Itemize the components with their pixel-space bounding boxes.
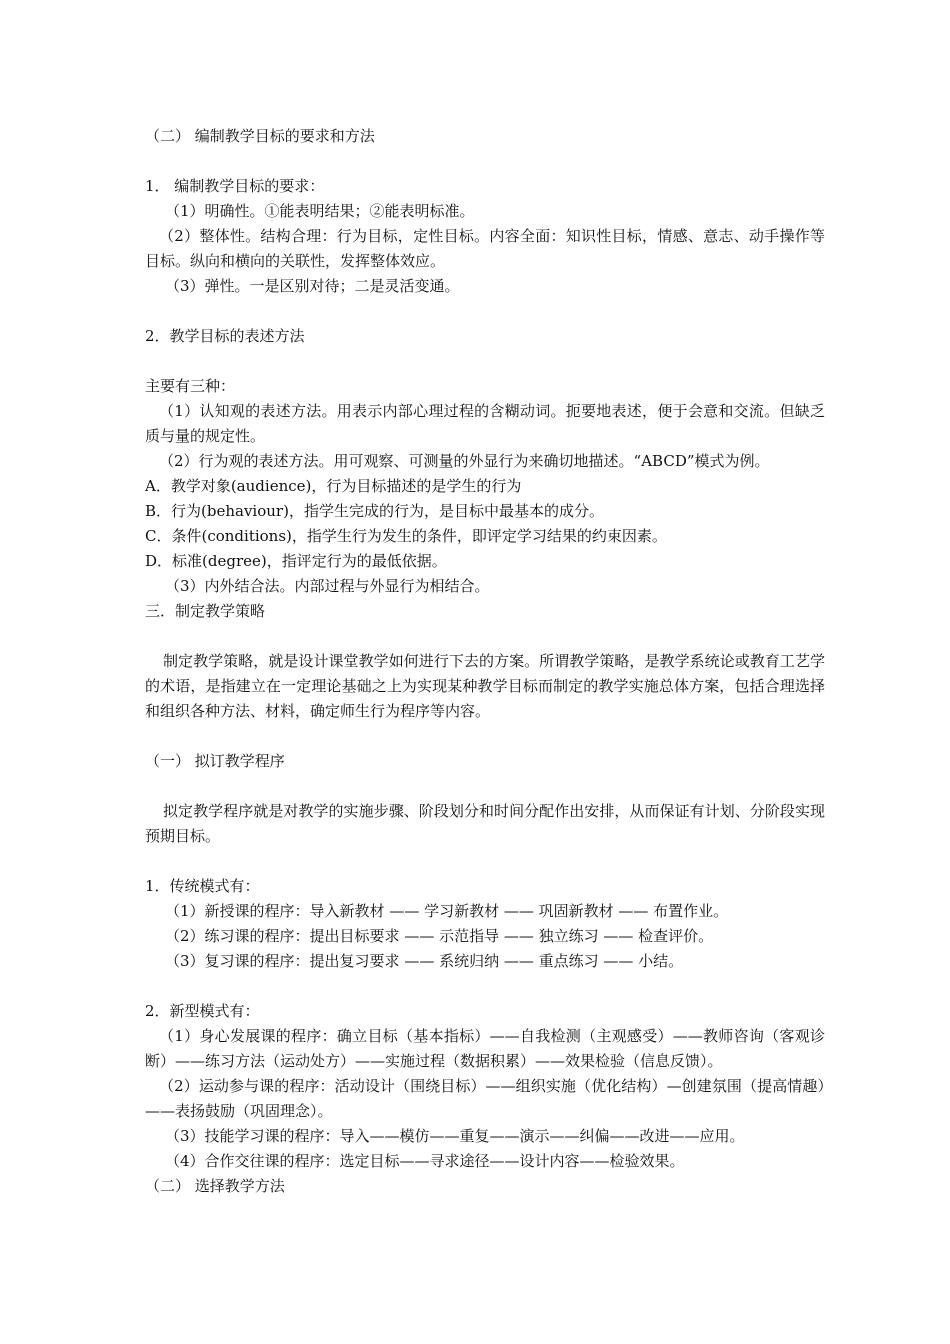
paragraph: 1． 编制教学目标的要求： [145, 177, 325, 195]
paragraph: A．教学对象(audience)，行为目标描述的是学生的行为 [145, 477, 522, 495]
paragraph: 2．新型模式有： [145, 1002, 260, 1020]
paragraph: （1）新授课的程序：导入新教材 —— 学习新教材 —— 巩固新教材 —— 布置作业。 [165, 902, 729, 920]
paragraph: （4）合作交往课的程序：选定目标——寻求途径——设计内容——检验效果。 [165, 1152, 685, 1170]
paragraph: 主要有三种： [145, 377, 236, 395]
paragraph: 拟定教学程序就是对教学的实施步骤、阶段划分和时间分配作出安排，从而保证有计划、分阶段实现预期目标。 [145, 802, 825, 845]
paragraph: （3）内外结合法。内部过程与外显行为相结合。 [165, 577, 490, 595]
paragraph: （二） 选择教学方法 [145, 1177, 285, 1195]
paragraph: （1）认知观的表述方法。用表示内部心理过程的含糊动词。扼要地表述，便于会意和交流。但缺乏质与量的规定性。 [145, 402, 825, 445]
paragraph: （3）技能学习课的程序：导入——模仿——重复——演示——纠偏——改进——应用。 [165, 1127, 745, 1145]
paragraph: 1．传统模式有： [145, 877, 260, 895]
paragraph: C．条件(conditions)，指学生行为发生的条件，即评定学习结果的约束因素。 [145, 527, 667, 545]
paragraph: （2）整体性。结构合理：行为目标，定性目标。内容全面：知识性目标，情感、意志、动手操作等目标。纵向和横向的关联性，发挥整体效应。 [145, 227, 825, 270]
paragraph: （二） 编制教学目标的要求和方法 [145, 127, 375, 145]
paragraph: 制定教学策略，就是设计课堂教学如何进行下去的方案。所谓教学策略，是教学系统论或教育工艺学的术语，是指建立在一定理论基础之上为实现某种教学目标而制定的教学实施总体方案，包括合理选择和组织各种方法、材料，确定师生行为程序等内容。 [145, 652, 825, 720]
blank-line [145, 624, 825, 649]
paragraph: （2）练习课的程序：提出目标要求 —— 示范指导 —— 独立练习 —— 检查评价。 [165, 927, 714, 945]
blank-line [145, 974, 825, 999]
blank-line [145, 724, 825, 749]
paragraph: （2）行为观的表述方法。用可观察、可测量的外显行为来确切地描述。“ABCD”模式为例。 [159, 452, 770, 470]
blank-line [145, 774, 825, 799]
paragraph: （2）运动参与课的程序：活动设计（围绕目标）——组织实施（优化结构）—创建氛围（提高情趣）——表扬鼓励（巩固理念）。 [145, 1077, 825, 1120]
paragraph: （1）明确性。①能表明结果；②能表明标准。 [165, 202, 475, 220]
paragraph: （3）复习课的程序：提出复习要求 —— 系统归纳 —— 重点练习 —— 小结。 [165, 952, 684, 970]
paragraph: （3）弹性。一是区别对待；二是灵活变通。 [165, 277, 460, 295]
blank-line [145, 849, 825, 874]
blank-line [145, 149, 825, 174]
blank-line [145, 349, 825, 374]
paragraph: （一） 拟订教学程序 [145, 752, 285, 770]
paragraph: D．标准(degree)，指评定行为的最低依据。 [145, 552, 447, 570]
paragraph: B．行为(behaviour)，指学生完成的行为，是目标中最基本的成分。 [145, 502, 604, 520]
document-body [145, 124, 825, 1199]
paragraph: 三．制定教学策略 [145, 602, 266, 620]
paragraph: 2．教学目标的表述方法 [145, 327, 305, 345]
blank-line [145, 299, 825, 324]
paragraph: （1）身心发展课的程序：确立目标（基本指标）——自我检测（主观感受）——教师咨询（客观诊断）——练习方法（运动处方）——实施过程（数据积累）——效果检验（信息反馈）。 [145, 1027, 825, 1070]
